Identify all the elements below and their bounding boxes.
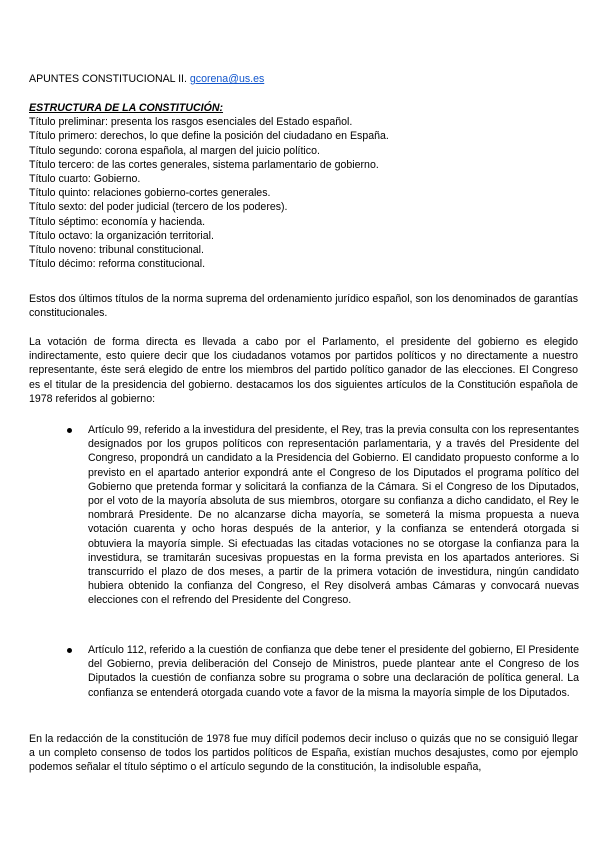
structure-item: Título décimo: reforma constitucional. (29, 258, 206, 271)
paragraph-guarantees: Estos dos últimos títulos de la norma suprema del ordenamiento jurídico español, son los denominados de garantías constitucionales. (29, 293, 578, 320)
structure-item: Título séptimo: economía y hacienda. (29, 215, 206, 228)
structure-item: Título sexto: del poder judicial (tercero de los poderes). (29, 201, 288, 214)
structure-item: Título primero: derechos, lo que define la posición del ciudadano en España. (29, 130, 389, 143)
structure-section (29, 101, 574, 271)
bullet-item-article-112 (88, 643, 579, 700)
document-header (29, 72, 264, 86)
bullet-text: Artículo 112, referido a la cuestión de confianza que debe tener el presidente del gobierno, El Presidente del Gobierno, previa deliberación del Consejo de Ministros, puede plantear ante el Congreso de los Diputados la cuestión de confianza sobre su programa o sobre una declaración de política general. La confianza se entenderá otorgada cuando vote a favor de la misma la mayoría simple de los Diputados. (88, 644, 579, 699)
paragraph-government-election: La votación de forma directa es llevada a cabo por el Parlamento, el presidente del gobierno es elegido indirectamente, esto quiere decir que los ciudadanos votamos por partidos políticos y no directamente a nuestro representante, éste será elegido de entre los miembros del partido político ganador de las elecciones. El Congreso es el titular de la presidencia del gobierno. destacamos los dos siguientes artículos de la Constitución española de 1978 referidos al gobierno: (29, 336, 578, 405)
bullet-icon (67, 428, 72, 433)
bullet-item-article-99 (88, 423, 579, 608)
structure-item: Título tercero: de las cortes generales, sistema parlamentario de gobierno. (29, 158, 379, 171)
structure-item: Título quinto: relaciones gobierno-cortes generales. (29, 187, 271, 200)
structure-heading: ESTRUCTURA DE LA CONSTITUCIÓN: (29, 102, 224, 114)
structure-item: Título noveno: tribunal constitucional. (29, 244, 204, 257)
structure-item: Título segundo: corona española, al margen del juicio político. (29, 144, 320, 157)
header-title: APUNTES CONSTITUCIONAL II. (29, 73, 187, 85)
structure-item: Título octavo: la organización territorial. (29, 229, 214, 242)
bullet-text: Artículo 99, referido a la investidura del presidente, el Rey, tras la previa consulta con los representantes designados por los grupos políticos con representación parlamentaria, y a través del Presidente del Congreso, propondrá un candidato a la Presidencia del Gobierno. El candidato propuesto conforme a lo previsto en el apartado anterior expondrá ante el Congreso de los Diputados el programa político del Gobierno que pretenda formar y solicitará la confianza de la Cámara. Si el Congreso de los Diputados, por el voto de la mayoría absoluta de sus miembros, otorgare su confianza a dicho candidato, el Rey le nombrará Presidente. De no alcanzarse dicha mayoría, se someterá la misma propuesta a nueva votación cuarenta y ocho horas después de la anterior, y la confianza se entenderá otorgada si obtuviera la mayoría simple. Si efectuadas las citadas votaciones no se otorgase la confianza para la investidura, se tramitarán sucesivas propuestas en la forma prevista en los apartados anteriores. Si transcurrido el plazo de dos meses, a partir de la primera votación de investidura, ningún candidato hubiera obtenido la confianza del Congreso, el Rey disolverá ambas Cámaras y convocará nuevas elecciones con el refrendo del Presidente del Congreso. (88, 424, 579, 607)
bullet-list (88, 643, 579, 700)
structure-item: Título preliminar: presenta los rasgos esenciales del Estado español. (29, 116, 353, 129)
bullet-list (88, 423, 579, 608)
structure-item: Título cuarto: Gobierno. (29, 173, 141, 186)
email-link[interactable]: gcorena@us.es (189, 73, 265, 85)
paragraph-consensus: En la redacción de la constitución de 1978 fue muy difícil podemos decir incluso o quizás que no se consiguió llegar a un completo consenso de todos los partidos políticos de España, existían muchos desajustes, como por ejemplo podemos señalar el título séptimo o el artículo segundo de la constitución, la indisoluble españa, (29, 733, 578, 774)
bullet-icon (67, 648, 72, 653)
